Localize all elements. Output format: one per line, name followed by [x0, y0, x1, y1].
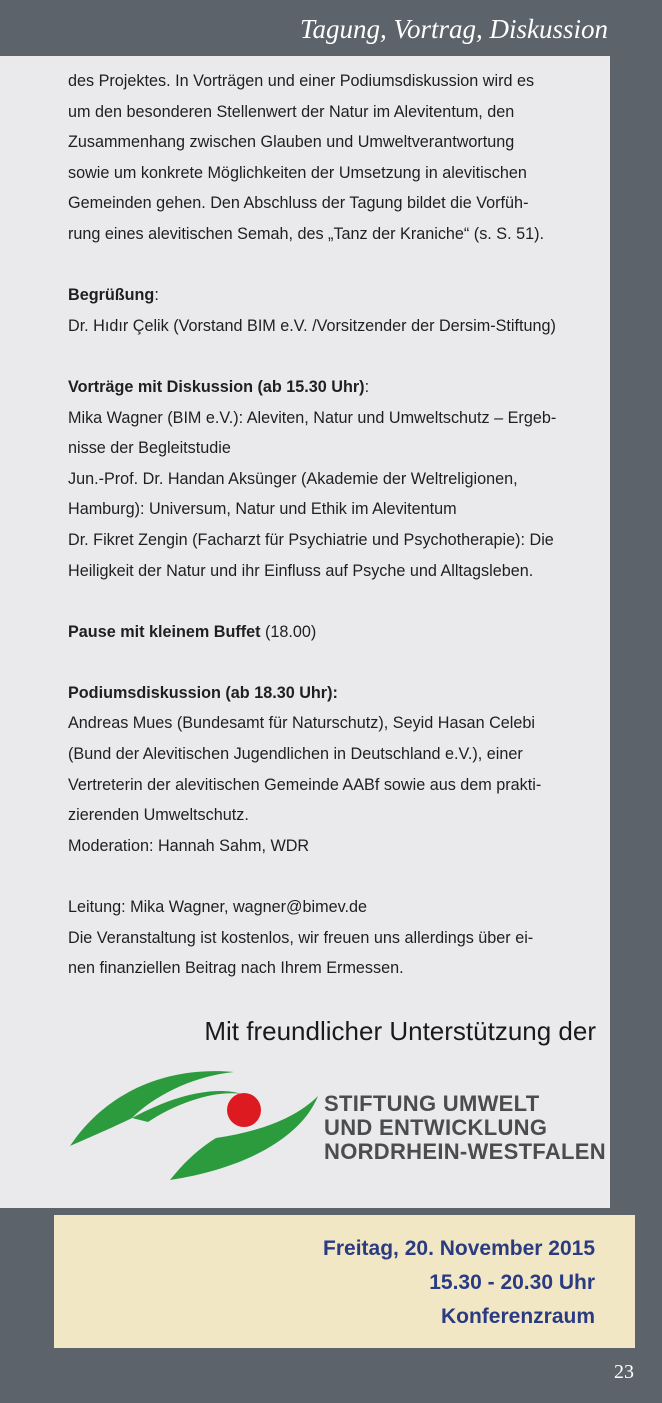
- event-date: Freitag, 20. November 2015: [323, 1237, 595, 1260]
- talks-label: Vorträge mit Diskussion (ab 15.30 Uhr): [68, 377, 365, 396]
- moderation-line: Moderation: Hannah Sahm, WDR: [68, 836, 310, 855]
- panel-line: Vertreterin der alevitischen Gemeinde AABf sowie aus dem prakti-: [68, 775, 542, 794]
- section-title: Tagung, Vortrag, Diskussion: [299, 14, 608, 44]
- talk-line: Hamburg): Universum, Natur und Ethik im Alevitentum: [68, 500, 457, 519]
- article-text: [68, 66, 596, 984]
- panel-line: zierenden Umweltschutz.: [68, 806, 249, 825]
- break-label: Pause mit kleinem Buffet: [68, 622, 261, 641]
- foundation-name-line: NORDRHEIN-WESTFALEN: [324, 1139, 606, 1164]
- intro-line: um den besonderen Stellenwert der Natur im Alevitentum, den: [68, 102, 515, 121]
- panel-heading: Podiumsdiskussion (ab 18.30 Uhr):: [68, 683, 338, 702]
- intro-line: des Projektes. In Vorträgen und einer Podiumsdiskussion wird es: [68, 72, 535, 90]
- info-line: Die Veranstaltung ist kostenlos, wir freuen uns allerdings über ei-: [68, 928, 534, 947]
- foundation-name: [324, 1092, 606, 1164]
- page-number: 23: [614, 1361, 634, 1383]
- talk-line: Jun.-Prof. Dr. Handan Aksünger (Akademie der Weltreligionen,: [68, 469, 518, 488]
- info-line: nen finanziellen Beitrag nach Ihrem Ermessen.: [68, 959, 404, 978]
- event-info-box: [54, 1215, 635, 1348]
- talks-colon: :: [364, 377, 370, 396]
- panel-line: (Bund der Alevitischen Jugendlichen in Deutschland e.V.), einer: [68, 745, 523, 764]
- break-line: [68, 617, 596, 648]
- event-room: Konferenzraum: [440, 1305, 595, 1328]
- header-bar: [0, 0, 662, 56]
- support-heading: Mit freundlicher Unterstützung der: [204, 1016, 596, 1046]
- talk-line: nisse der Begleitstudie: [68, 439, 231, 458]
- talk-line: Mika Wagner (BIM e.V.): Aleviten, Natur und Umweltschutz – Ergeb-: [68, 408, 557, 427]
- talk-line: Heiligkeit der Natur und ihr Einfluss auf Psyche und Alltagsleben.: [68, 561, 534, 580]
- foundation-name-line: STIFTUNG UMWELT: [324, 1091, 540, 1116]
- logo-red-dot: [227, 1093, 261, 1127]
- page-body: [0, 56, 610, 1208]
- greeting-speaker: Dr. Hıdır Çelik (Vorstand BIM e.V. /Vorsitzender der Dersim-Stiftung): [68, 316, 556, 335]
- info-line: Leitung: Mika Wagner, wagner@bimev.de: [68, 898, 367, 917]
- greeting-label: Begrüßung: [68, 286, 155, 305]
- intro-line: rung eines alevitischen Semah, des „Tanz der Kraniche“ (s. S. 51).: [68, 224, 544, 243]
- foundation-logo-icon: [66, 1064, 322, 1182]
- foundation-name-line: UND ENTWICKLUNG: [324, 1115, 548, 1140]
- panel-line: Andreas Mues (Bundesamt für Naturschutz), Seyid Hasan Celebi: [68, 714, 535, 733]
- intro-line: Gemeinden gehen. Den Abschluss der Tagung bildet die Vorfüh-: [68, 194, 529, 213]
- break-time: (18.00): [260, 622, 317, 641]
- intro-line: sowie um konkrete Möglichkeiten der Umsetzung in alevitischen: [68, 163, 527, 182]
- event-time: 15.30 - 20.30 Uhr: [429, 1271, 595, 1294]
- greeting-heading: [68, 280, 596, 311]
- greeting-colon: :: [154, 286, 159, 305]
- intro-line: Zusammenhang zwischen Glauben und Umweltverantwortung: [68, 133, 515, 152]
- talks-heading: [68, 372, 596, 403]
- talk-line: Dr. Fikret Zengin (Facharzt für Psychiatrie und Psychotherapie): Die: [68, 530, 554, 549]
